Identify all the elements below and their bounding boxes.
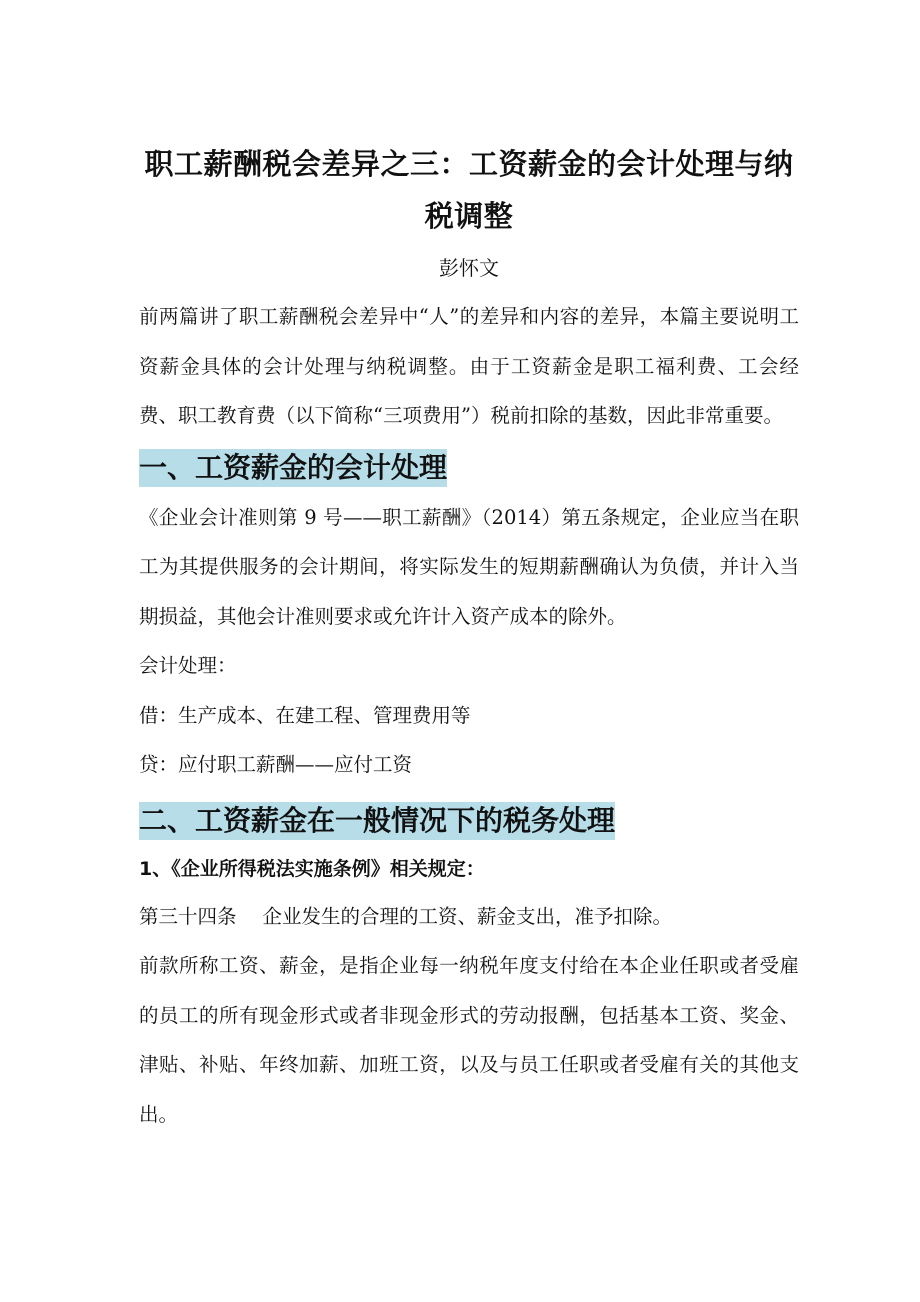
- document-body: [139, 138, 799, 1139]
- accounting-entry-label: 会计处理：: [139, 654, 237, 677]
- section-heading-1: [139, 447, 799, 489]
- credit-entry: 贷：应付职工薪酬——应付工资: [139, 753, 413, 776]
- article-text: 企业发生的合理的工资、薪金支出，准予扣除。: [262, 904, 673, 928]
- article-number: 第三十四条: [139, 904, 237, 928]
- intro-paragraph: 前两篇讲了职工薪酬税会差异中“人”的差异和内容的差异，本篇主要说明工资薪金具体的会计处理与纳税调整。由于工资薪金是职工福利费、工会经费、职工教育费（以下简称“三项费用”）税前扣除的基数，因此非常重要。: [139, 305, 799, 427]
- section-heading-2: [139, 800, 799, 842]
- section-heading-2-text: 二、工资薪金在一般情况下的税务处理: [139, 802, 615, 840]
- subheading-regulation: 1、《企业所得税法实施条例》相关规定：: [139, 857, 485, 880]
- section-heading-1-text: 一、工资薪金的会计处理: [139, 449, 447, 487]
- section2-paragraph: 前款所称工资、薪金，是指企业每一纳税年度支付给在本企业任职或者受雇的员工的所有现金形式或者非现金形式的劳动报酬，包括基本工资、奖金、津贴、补贴、年终加薪、加班工资，以及与员工任职或者受雇有关的其他支出。: [139, 954, 799, 1126]
- author-name: 彭怀文: [439, 256, 499, 280]
- section1-paragraph: 《企业会计准则第 9 号——职工薪酬》（2014）第五条规定，企业应当在职工为其提供服务的会计期间，将实际发生的短期薪酬确认为负债，并计入当期损益，其他会计准则要求或允许计入资产成本的除外。: [139, 505, 799, 628]
- debit-entry: 借：生产成本、在建工程、管理费用等: [139, 703, 471, 727]
- article-34: [139, 892, 799, 942]
- document-title: 职工薪酬税会差异之三：工资薪金的会计处理与纳税调整: [144, 147, 794, 233]
